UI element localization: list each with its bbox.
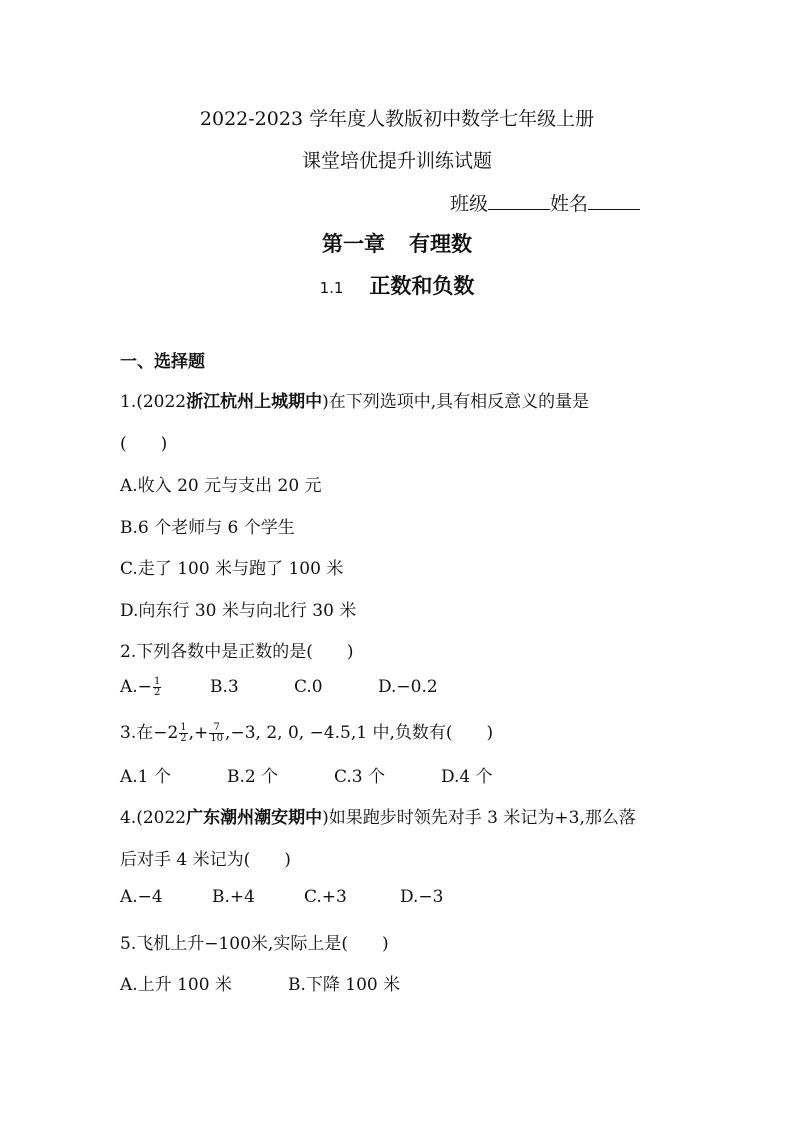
question-5-option-a: A.上升 100 米 (120, 975, 232, 995)
question-2-option-a: A.− $\frac{1}{2}$ (120, 676, 161, 698)
question-3-option-c: C.3 个 (334, 767, 386, 787)
question-1-option-b: B.6 个老师与 6 个学生 (120, 518, 295, 538)
fraction: $\frac{1}{2}$ (180, 722, 187, 744)
chapter-name: 有理数 (409, 232, 472, 256)
question-5: 5.飞机上升−100米,实际上是( ) (120, 934, 389, 954)
question-4-option-c: C.+3 (304, 887, 347, 907)
exam-title: 2022-2023 学年度人教版初中数学七年级上册 (199, 108, 595, 130)
question-3-option-d: D.4 个 (441, 767, 493, 787)
question-1: 1.(2022浙江杭州上城期中)在下列选项中,具有相反意义的量是 (120, 392, 590, 412)
question-4-option-d: D.−3 (400, 887, 444, 907)
fraction: $\frac{1}{2}$ (153, 676, 161, 698)
section-name: 正数和负数 (369, 274, 475, 298)
question-4: 4.(2022广东潮州潮安期中)如果跑步时领先对手 3 米记为+3,那么落 (120, 808, 636, 828)
class-name-line (450, 189, 640, 216)
class-label: 班级 (450, 193, 489, 215)
question-1-option-c: C.走了 100 米与跑了 100 米 (120, 559, 344, 579)
question-3-option-b: B.2 个 (227, 767, 279, 787)
question-2-option-b: B.3 (210, 677, 239, 697)
question-4-options (120, 887, 444, 907)
chapter-label: 第一章 (322, 232, 385, 256)
question-2-option-d: D.−0.2 (378, 677, 438, 697)
name-label: 姓名 (550, 193, 589, 215)
question-3-option-a: A.1 个 (120, 767, 171, 787)
section-number: 1.1 (319, 279, 344, 297)
question-1-option-a: A.收入 20 元与支出 20 元 (120, 476, 322, 496)
question-4-option-a: A.−4 (120, 887, 163, 907)
question-3: 3.在−2 $\frac{1}{2}$ ,+ $\frac{7}{10}$ ,−3, 2, 0, −4.5,1 中,负数有( ) (120, 722, 494, 744)
question-3-options (120, 762, 493, 787)
question-1-option-d: D.向东行 30 米与向北行 30 米 (120, 601, 357, 621)
question-4-option-b: B.+4 (212, 887, 255, 907)
question-4-source: 广东潮州潮安期中 (186, 808, 323, 828)
question-1-year: 2022 (142, 392, 187, 412)
question-2-option-c: C.0 (294, 677, 323, 697)
name-blank[interactable] (588, 190, 640, 210)
question-5-options (120, 970, 400, 995)
chapter-heading (0, 228, 794, 258)
exam-subtitle: 课堂培优提升训练试题 (301, 150, 492, 172)
question-1-source: 浙江杭州上城期中 (186, 392, 323, 412)
question-2: 2.下列各数中是正数的是( ) (120, 642, 354, 662)
question-1-paren: ( ) (120, 434, 168, 454)
question-4-continued: 后对手 4 米记为( ) (120, 850, 291, 870)
question-4-year: 2022 (142, 808, 187, 828)
class-blank[interactable] (488, 190, 550, 210)
fraction: $\frac{7}{10}$ (210, 722, 224, 744)
section-heading (0, 270, 794, 300)
part-label: 一、选择题 (120, 352, 205, 372)
question-5-option-b: B.下降 100 米 (288, 975, 401, 995)
question-2-options (120, 677, 438, 698)
